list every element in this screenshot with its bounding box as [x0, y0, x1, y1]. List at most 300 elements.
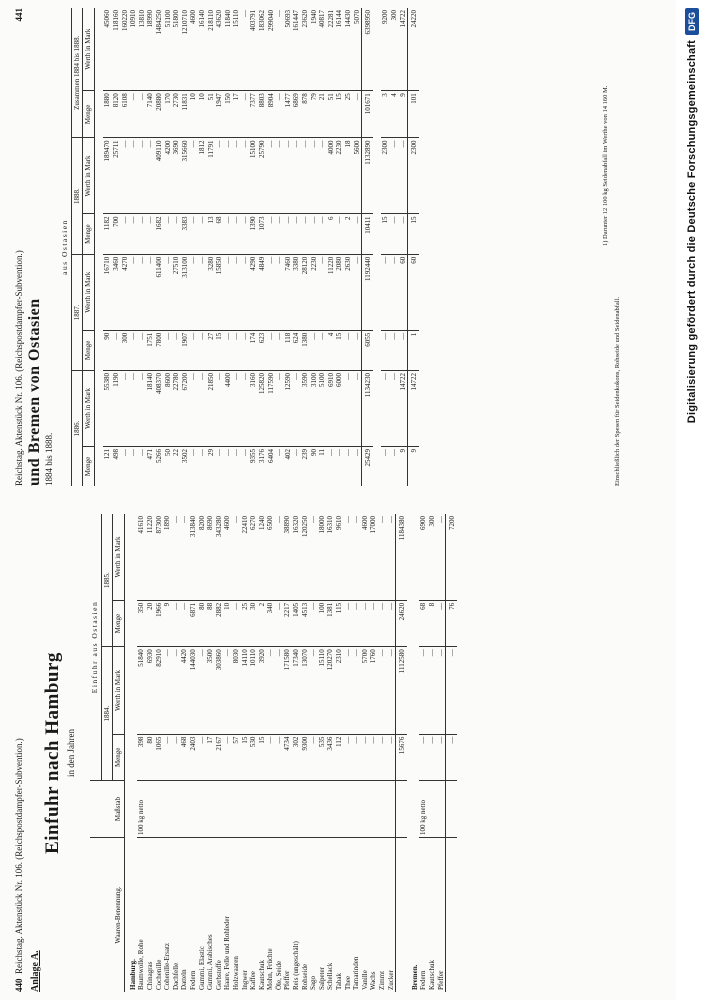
table-cell: 1890 — [163, 514, 172, 600]
table-row — [378, 514, 387, 992]
table-cell: — — [129, 330, 138, 370]
table-cell: 6000 — [335, 371, 344, 447]
table-cell: — — [318, 138, 327, 214]
table-cell: Dachfelle — [171, 962, 180, 990]
right-title: und Bremen von Ostasien — [26, 298, 43, 486]
table-cell: 15110 — [232, 8, 241, 91]
table-cell: 1134230 — [362, 371, 373, 447]
table-cell: Zimmt — [378, 970, 386, 990]
total-row — [408, 8, 419, 486]
table-cell: 88 — [206, 600, 215, 646]
table-cell — [215, 781, 224, 838]
section-heading: Hamburg. — [128, 959, 137, 990]
col-goods: Waaren-Benennung. — [90, 838, 124, 993]
table-cell: 1880 — [103, 91, 112, 138]
right-page-number: 441 — [14, 8, 24, 22]
table-cell: 8803 — [258, 91, 267, 138]
table-cell: 340 — [266, 600, 275, 646]
table-cell: 18 — [344, 138, 353, 214]
table-cell: 1190 — [112, 371, 121, 447]
table-cell: 23620 — [301, 8, 310, 91]
table-cell: Gummi, Elastic — [197, 946, 206, 990]
table-cell: — — [344, 600, 353, 646]
table-cell: — — [310, 330, 319, 370]
table-cell: — — [275, 254, 284, 330]
table-cell: Gerbstoffe — [214, 960, 223, 990]
table-cell: — — [352, 514, 361, 600]
col-year-1887: 1887. — [71, 254, 83, 370]
table-cell: — — [390, 371, 399, 447]
table-cell: 101671 — [362, 91, 373, 138]
table-cell: — — [326, 449, 335, 456]
table-cell: 20 — [146, 600, 155, 646]
table-cell — [189, 781, 198, 838]
table-cell: — — [387, 514, 396, 600]
table-cell — [172, 781, 181, 838]
table-cell: 150 — [224, 91, 233, 138]
left-header-text: Reichstag. Aktenstück Nr. 106. (Reichspostdampfer-Subvention.) — [14, 738, 24, 974]
table-cell: — — [352, 449, 361, 456]
table-cell: — — [241, 214, 250, 254]
table-cell: Salpeter — [317, 967, 326, 990]
table-cell: — — [352, 647, 361, 734]
table-cell: — — [381, 449, 390, 456]
table-cell: 171580 — [283, 647, 292, 734]
table-cell: — — [223, 449, 232, 456]
table-cell: — — [232, 254, 241, 330]
dfg-side-banner — [676, 0, 707, 1000]
table-row — [369, 514, 378, 992]
table-cell: 170 — [164, 91, 173, 138]
table-cell: — — [352, 600, 361, 646]
table-cell: 41610 — [137, 514, 146, 600]
table-cell: 6055 — [362, 330, 373, 370]
table-cell: — — [189, 254, 198, 330]
table-cell: 302 — [292, 734, 301, 780]
table-row — [327, 8, 336, 486]
table-row — [344, 514, 353, 992]
table-cell: 18990 — [146, 8, 155, 91]
table-cell: 25 — [344, 91, 353, 138]
table-cell: 398 — [137, 734, 146, 780]
left-title: Einfuhr nach Hamburg — [42, 652, 63, 854]
table-cell: Gummi, Arabisches — [206, 934, 215, 990]
table-cell: 1812 — [198, 138, 207, 214]
table-cell: 4000 — [327, 138, 336, 214]
table-cell: 4 — [327, 330, 336, 370]
table-row — [301, 8, 310, 486]
col-sub: Menge — [83, 330, 95, 370]
table-cell: 3380 — [292, 254, 301, 330]
table-cell: — — [129, 254, 138, 330]
table-cell: — — [232, 600, 241, 646]
table-cell: 15 — [335, 91, 344, 138]
table-cell: 350 — [137, 600, 146, 646]
table-cell: 22410 — [241, 514, 250, 600]
table-row — [155, 514, 164, 992]
table-cell: 624 — [292, 330, 301, 370]
table-cell: — — [292, 371, 301, 447]
table-cell: — — [378, 600, 387, 646]
table-cell: Mohn, Früchte — [266, 948, 275, 990]
table-cell: 1751 — [146, 330, 155, 370]
table-row — [301, 514, 310, 992]
table-cell: 11840 — [224, 8, 233, 91]
table-cell: 21850 — [207, 371, 216, 447]
right-running-header — [14, 8, 24, 486]
table-cell: — — [390, 254, 399, 330]
table-cell — [387, 781, 396, 838]
table-row — [164, 8, 173, 486]
table-cell: 67200 — [181, 371, 190, 447]
table-cell: Tabak — [335, 972, 344, 990]
table-cell: — — [390, 214, 399, 254]
table-cell: 51800 — [172, 8, 181, 91]
table-cell: 115 — [335, 600, 344, 646]
table-row — [335, 8, 344, 486]
table-cell: — — [352, 734, 361, 780]
table-row — [206, 514, 215, 992]
table-row — [390, 8, 399, 486]
spacer-row — [373, 8, 382, 486]
table-cell: 7800 — [155, 330, 164, 370]
table-cell: 2 — [258, 600, 267, 646]
table-row — [224, 8, 233, 486]
table-cell: 24220 — [408, 8, 419, 91]
table-cell: — — [198, 371, 207, 447]
table-cell: 8030 — [232, 647, 241, 734]
table-cell: 4290 — [249, 254, 258, 330]
table-row — [181, 8, 190, 486]
col-sub: Werth in Mark — [83, 254, 95, 330]
table-cell: Tamarinden — [352, 956, 361, 990]
table-cell — [275, 781, 284, 838]
table-cell: — — [275, 734, 284, 780]
table-cell: 174 — [249, 330, 258, 370]
table-cell: — — [241, 371, 250, 447]
table-cell: 9355 — [249, 449, 258, 463]
table-cell: 10411 — [362, 214, 373, 254]
table-cell: 5070 — [353, 8, 362, 91]
table-cell: — — [275, 214, 284, 254]
table-cell: 498 — [111, 449, 120, 460]
left-page-number: 440 — [14, 978, 24, 992]
table-cell: — — [267, 214, 276, 254]
table-cell: 408370 — [155, 371, 164, 447]
table-row — [163, 514, 172, 992]
table-cell: 3436 — [326, 734, 335, 780]
table-cell: — — [223, 734, 232, 780]
table-cell: 1132890 — [362, 138, 373, 214]
table-cell: — — [353, 214, 362, 254]
table-cell: — — [301, 214, 310, 254]
table-cell: 7200 — [446, 514, 457, 600]
table-cell: 9610 — [335, 514, 344, 600]
section-row — [407, 514, 420, 992]
table-cell: 6871 — [189, 600, 198, 646]
table-cell: — — [284, 214, 293, 254]
table-cell: 9 — [408, 447, 419, 487]
table-cell — [283, 781, 292, 838]
table-row — [275, 8, 284, 486]
table-cell: — — [437, 514, 446, 600]
table-cell: — — [146, 138, 155, 214]
table-cell: — — [266, 647, 275, 734]
table-cell: — — [215, 449, 224, 456]
table-row — [309, 514, 318, 992]
table-cell: — — [301, 138, 310, 214]
table-cell: Wachs — [369, 971, 378, 990]
table-cell — [292, 781, 301, 838]
table-cell: — — [172, 647, 181, 734]
table-cell: — — [318, 330, 327, 370]
col-sub: Werth in Mark — [83, 8, 95, 91]
table-cell: 315660 — [181, 138, 190, 214]
table-cell: Sago — [309, 976, 318, 990]
table-row — [387, 514, 396, 992]
table-cell — [249, 781, 258, 838]
table-cell: 6869 — [292, 91, 301, 138]
table-cell: — — [399, 330, 408, 370]
table-cell: — — [232, 449, 241, 456]
table-row — [172, 514, 181, 992]
table-cell: 6910 — [327, 371, 336, 447]
table-cell: 2300 — [381, 138, 390, 214]
table-cell: — — [353, 254, 362, 330]
table-row — [284, 8, 293, 486]
table-cell: — — [318, 254, 327, 330]
table-cell: — — [197, 449, 206, 456]
table-row — [189, 514, 198, 992]
table-cell: — — [189, 371, 198, 447]
table-cell: 4600 — [361, 514, 370, 600]
table-cell: — — [292, 138, 301, 214]
table-row — [292, 514, 301, 992]
dfg-logo: DFG — [685, 8, 699, 35]
table-row — [232, 8, 241, 486]
table-cell: Thee — [343, 976, 352, 990]
table-cell: 1381 — [326, 600, 335, 646]
table-cell: — — [224, 254, 233, 330]
table-cell: 60 — [408, 254, 419, 330]
table-cell: — — [232, 514, 241, 600]
table-cell — [378, 781, 387, 838]
table-cell — [223, 781, 232, 838]
table-cell: — — [309, 647, 318, 734]
table-row — [138, 8, 147, 486]
table-cell: 20880 — [155, 91, 164, 138]
table-cell: Chinagras — [145, 961, 154, 990]
table-cell: — — [138, 214, 147, 254]
table-cell: — — [241, 8, 250, 91]
table-cell: Cochenille — [154, 959, 163, 990]
table-cell: 117590 — [267, 371, 276, 447]
table-cell: — — [120, 449, 129, 456]
table-row — [318, 8, 327, 486]
table-cell: — — [198, 254, 207, 330]
col-year-1884: 1884. — [101, 647, 113, 781]
table-cell: — — [215, 138, 224, 214]
table-cell: — — [112, 330, 121, 370]
table-cell: — — [224, 138, 233, 214]
table-cell: 79 — [310, 91, 319, 138]
table-row — [129, 8, 138, 486]
table-cell: — — [399, 138, 408, 214]
table-cell: — — [399, 214, 408, 254]
table-cell: 1073 — [258, 214, 267, 254]
table-cell: 611400 — [155, 254, 164, 330]
table-cell: 535 — [318, 734, 327, 780]
table-cell: — — [232, 138, 241, 214]
table-cell: — — [344, 449, 352, 456]
left-page — [14, 514, 664, 992]
table-cell — [446, 781, 457, 838]
table-cell: — — [172, 214, 181, 254]
table-cell: 1112580 — [396, 647, 407, 734]
table-cell: 9200 — [381, 8, 390, 91]
table-cell: 45060 — [103, 8, 112, 91]
table-cell: 2403 — [189, 734, 198, 780]
table-cell: 7140 — [146, 91, 155, 138]
table-cell — [309, 781, 318, 838]
table-cell: 3 — [381, 91, 390, 138]
table-cell: 144030 — [189, 647, 198, 734]
table-cell: 68 — [419, 600, 428, 646]
table-cell: Rohseide — [300, 963, 309, 990]
section-row — [124, 514, 137, 992]
table-cell: — — [419, 647, 428, 734]
table-cell: 25790 — [258, 138, 267, 214]
table-cell: 14430 — [344, 8, 353, 91]
table-cell: 1065 — [155, 734, 164, 780]
table-cell: 9 — [398, 449, 407, 453]
table-cell: 300 — [428, 514, 437, 600]
funding-notice: Digitalisierung gefördert durch die Deutsche Forschungsgemeinschaft — [685, 40, 698, 424]
table-cell: — — [163, 647, 172, 734]
table-cell: 13 — [207, 214, 216, 254]
total-row — [396, 514, 407, 992]
table-cell: 1390 — [249, 214, 258, 254]
table-cell: — — [378, 514, 387, 600]
table-cell: 24620 — [396, 600, 407, 646]
table-row — [419, 514, 428, 992]
table-cell: 16144 — [335, 8, 344, 91]
table-cell: Baumwolle, Rohe — [137, 939, 146, 990]
left-running-header — [14, 514, 24, 992]
table-cell: 4513 — [301, 600, 310, 646]
table-cell: Holzwaaren — [231, 956, 240, 990]
table-cell: — — [232, 371, 241, 447]
table-cell: — — [292, 214, 301, 254]
table-cell: 21 — [318, 91, 327, 138]
right-subtitle: 1884 bis 1888. — [44, 432, 54, 486]
table-cell: Kaffee — [249, 971, 258, 990]
table-cell — [301, 781, 310, 838]
table-row — [112, 8, 121, 486]
table-cell: 409110 — [155, 138, 164, 214]
table-cell: — — [241, 91, 250, 138]
table-cell: 1760 — [369, 647, 378, 734]
table-cell — [446, 838, 457, 993]
table-cell — [266, 781, 275, 838]
table-cell: — — [180, 600, 189, 646]
table-cell: 25 — [241, 600, 250, 646]
appendix-label: Anlage A. — [30, 950, 41, 992]
table-cell: 12590 — [284, 371, 293, 447]
table-cell: — — [224, 214, 233, 254]
table-row — [310, 8, 319, 486]
table-cell: 51840 — [137, 647, 146, 734]
table-cell: — — [198, 330, 207, 370]
table-cell: 2882 — [215, 600, 224, 646]
col-sub: Werth in Mark — [83, 138, 95, 214]
table-cell: — — [335, 449, 344, 456]
table-row — [180, 514, 189, 992]
table-cell: — — [267, 138, 276, 214]
table-row — [146, 514, 155, 992]
table-row — [326, 514, 335, 992]
table-cell: — — [309, 600, 318, 646]
table-cell: — — [121, 371, 130, 447]
table-cell: Kautschuk — [427, 960, 436, 990]
right-header-text: Reichstag. Aktenstück Nr. 106. (Reichspostdampfer-Subvention.) — [14, 250, 24, 486]
table-row — [137, 514, 146, 992]
table-cell: — — [318, 214, 327, 254]
col-total-years: Zusammen 1884 bis 1888. — [71, 8, 83, 138]
col-year-1886: 1886. — [71, 371, 83, 486]
table-cell: 8690 — [206, 514, 215, 600]
footnote-left: Einschließlich der Spesen für Seidenkokons, Rohseide und Seidenabfall. — [614, 296, 621, 486]
table-cell: 16710 — [103, 254, 112, 330]
table-row — [344, 8, 353, 486]
table-cell: 3100 — [310, 371, 319, 447]
table-row — [155, 8, 164, 486]
table-cell: 3176 — [258, 449, 267, 463]
table-cell: — — [121, 214, 130, 254]
table-cell: 1182 — [103, 214, 112, 254]
table-cell: 22780 — [172, 371, 181, 447]
table-cell: — — [310, 138, 319, 214]
table-cell: — — [146, 214, 155, 254]
table-cell: 17340 — [292, 647, 301, 734]
table-cell: 4420 — [180, 647, 189, 734]
table-cell: 11 — [318, 449, 327, 456]
table-cell: 50693 — [284, 8, 293, 91]
table-cell: — — [428, 647, 437, 734]
table-cell: 218110 — [207, 8, 216, 91]
table-cell: 10110 — [249, 647, 258, 734]
table-cell: — — [172, 600, 181, 646]
table-cell: Cohenille-Ersatz — [163, 942, 172, 990]
table-cell: 161447 — [292, 8, 301, 91]
table-cell: 68 — [215, 214, 224, 254]
table-row — [437, 514, 446, 992]
table-row — [381, 8, 390, 486]
table-cell — [428, 781, 437, 838]
table-cell: — — [446, 647, 457, 734]
table-row — [266, 514, 275, 992]
table-cell: 17 — [232, 91, 241, 138]
table-cell: 15850 — [215, 254, 224, 330]
table-cell: 51 — [207, 91, 216, 138]
col-sub: Menge — [83, 91, 95, 138]
table-cell: — — [198, 214, 207, 254]
table-cell: — — [353, 371, 362, 447]
table-cell: 1907 — [181, 330, 190, 370]
col-unit: Maßstab — [90, 781, 124, 838]
col-sub: Menge — [83, 447, 95, 487]
table-cell: — — [275, 91, 284, 138]
